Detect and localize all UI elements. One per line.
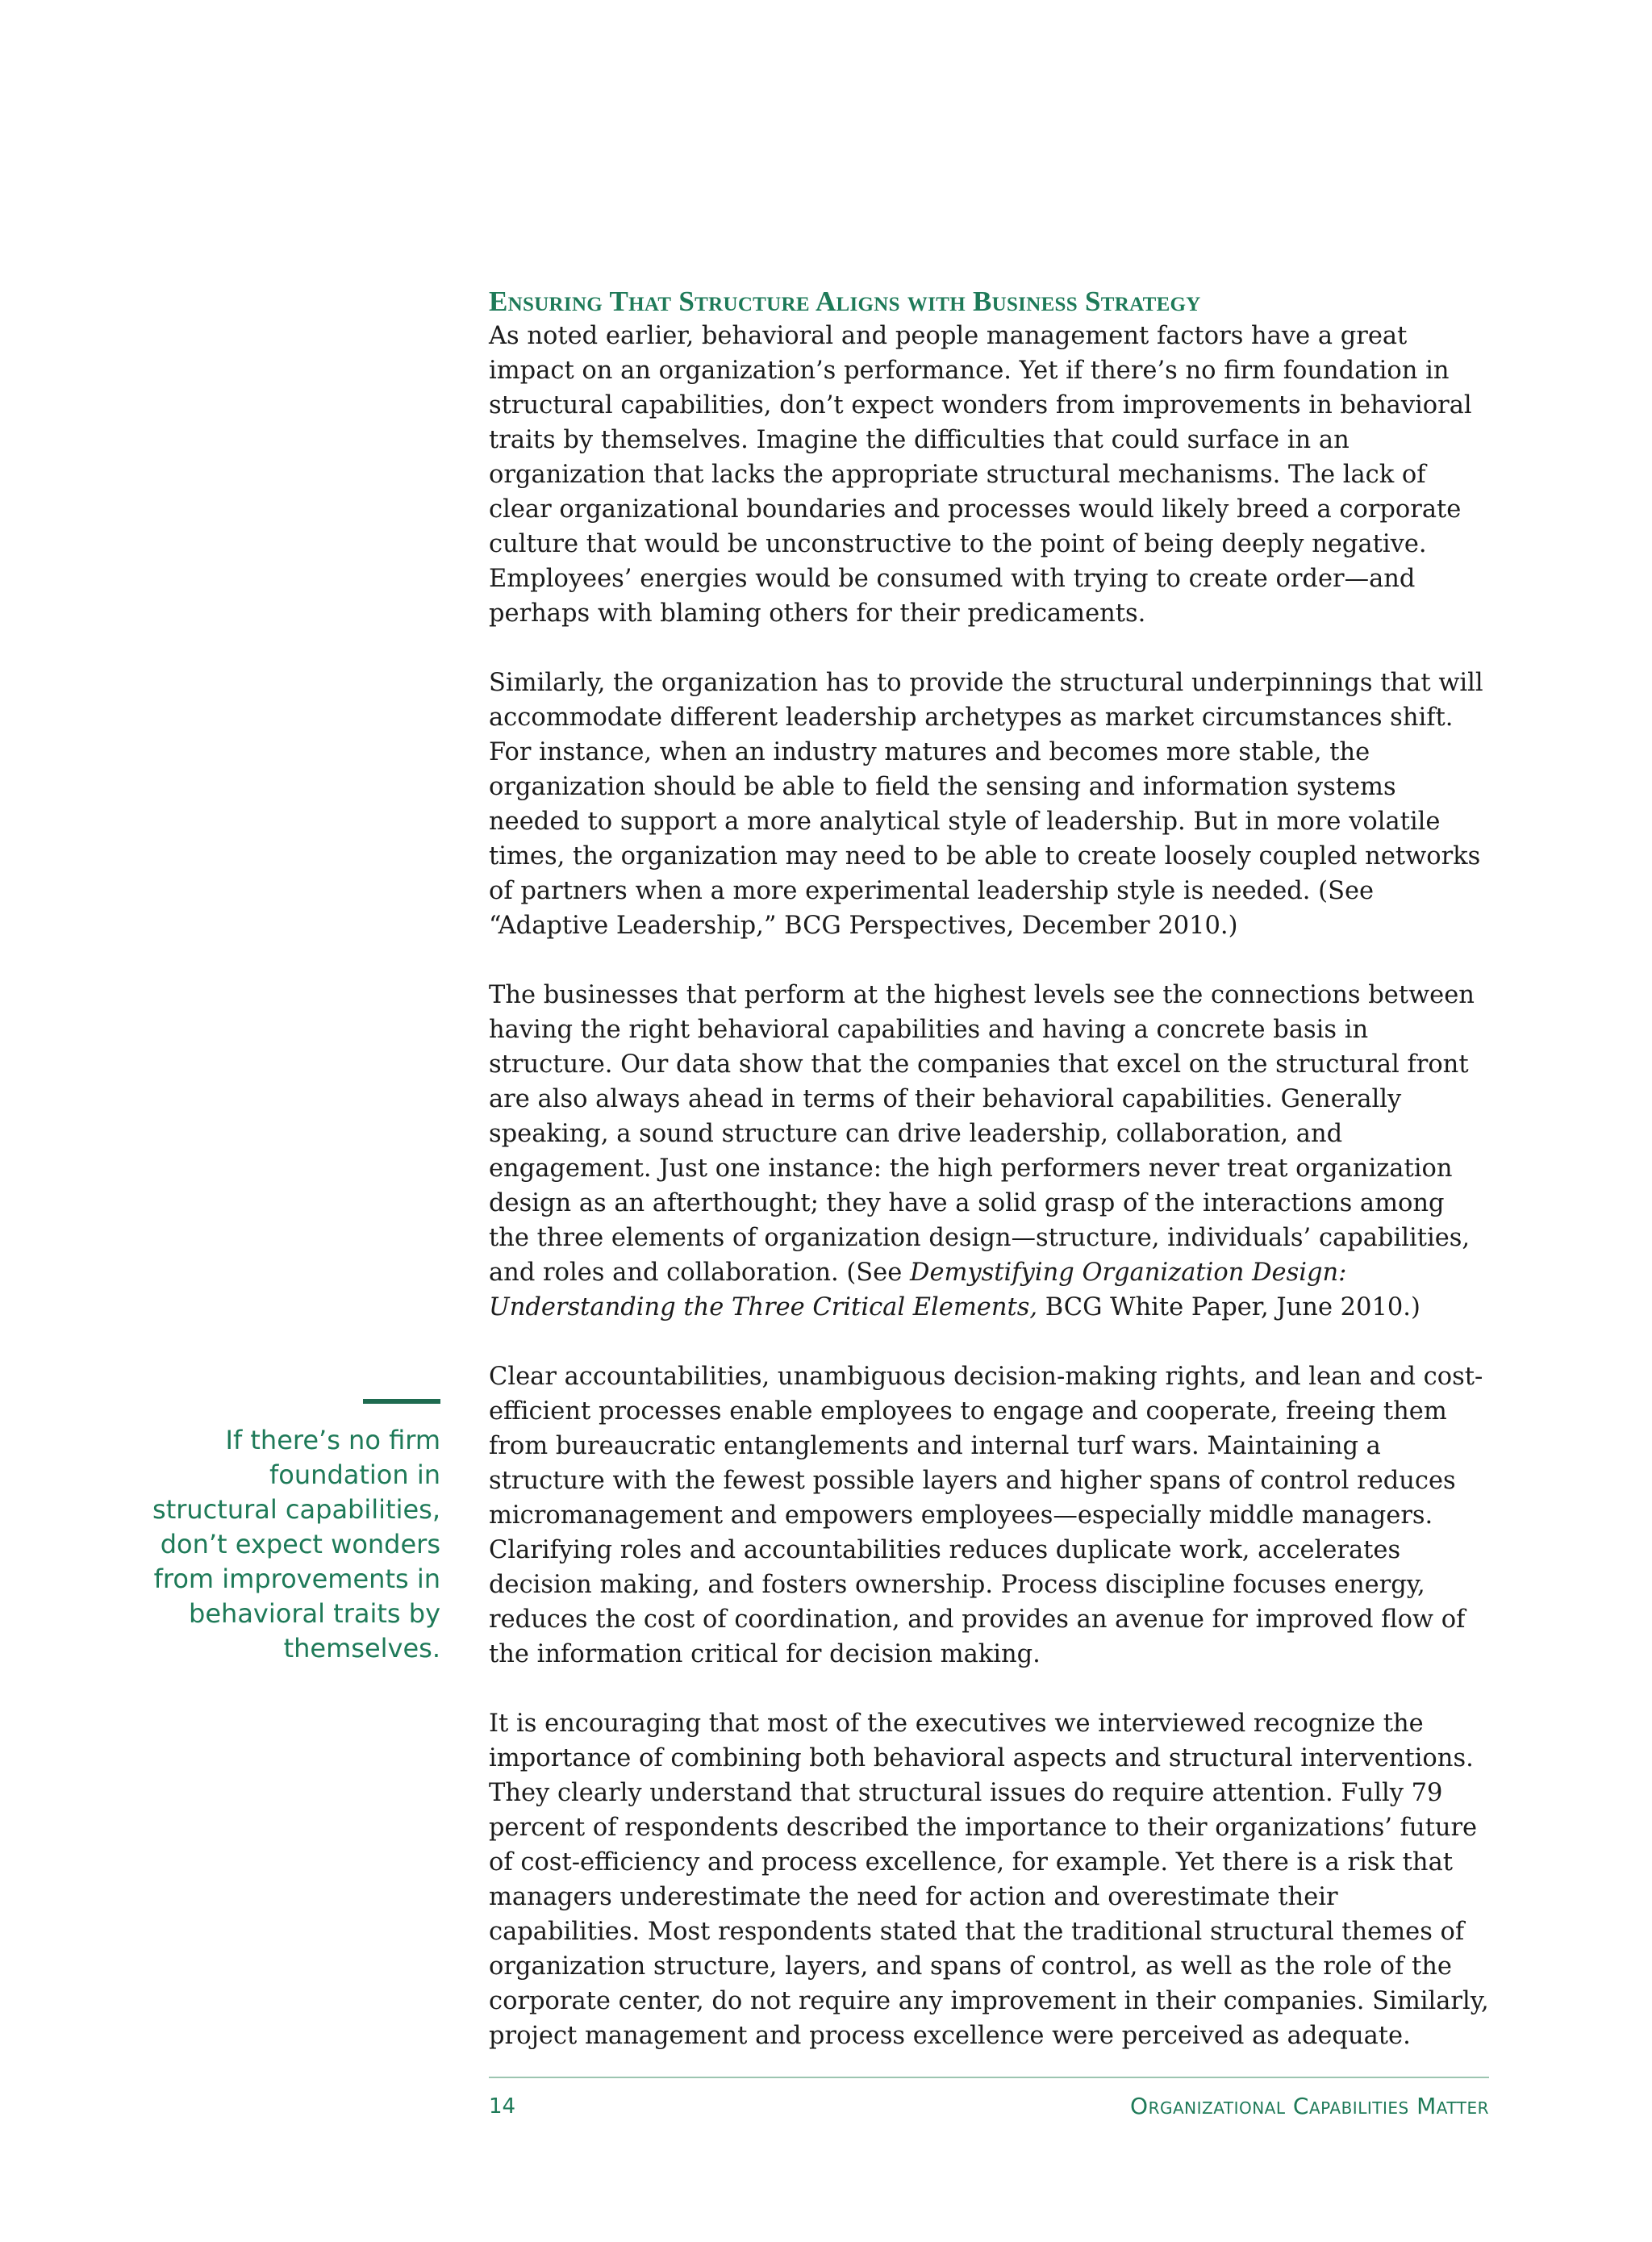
footer-divider [489, 2077, 1489, 2078]
paragraph-3-text-after: BCG White Paper, June 2010.) [1037, 1293, 1420, 1321]
body-paragraph-3 [489, 978, 1489, 1325]
main-column [489, 284, 1489, 2053]
page-number: 14 [489, 2094, 516, 2119]
body-paragraph-4: Clear accountabilities, unambiguous decision-making rights, and lean and cost-efficient processes enable employees to engage and cooperate, freeing them from bureaucratic entanglements and internal turf wars. Maintaining a structure with the fewest possible layers and higher spans of control reduces micromanagement and empowers employees—especially middle managers. Clarifying roles and accountabilities reduces duplicate work, accelerates decision making, and fosters ownership. Process discipline focuses energy, reduces the cost of coordination, and provides an avenue for improved flow of the information critical for decision making. [489, 1363, 1483, 1668]
paragraph-3-text-before: The businesses that perform at the highest levels see the connections between having the right behavioral capabilities and having a concrete basis in structure. Our data show that the companies that excel on the structural front are also always ahead in terms of their behavioral capabilities. Generally speaking, a sound structure can drive leadership, collaboration, and engagement. Just one instance: the high performers never treat organization design as an afterthought; they have a solid grasp of the interactions among the three elements of organization design—structure, individuals’ capabilities, and roles and collaboration. (See [489, 981, 1475, 1287]
body-paragraph-5: It is encouraging that most of the executives we interviewed recognize the importance of combining both behavioral aspects and structural interventions. They clearly understand that structural issues do require attention. Fully 79 percent of respondents described the importance to their organizations’ future of cost-efficiency and process excellence, for example. Yet there is a risk that managers underestimate the need for action and overestimate their capabilities. Most respondents stated that the traditional structural themes of organization structure, layers, and spans of control, as well as the role of the corporate center, do not require any improvement in their companies. Similarly, project management and process excellence were perceived as adequate. [489, 1710, 1489, 2050]
pullquote-text: If there’s no firm foundation in structural capabilities, don’t expect wonders from improvements in behavioral traits by themselves. [152, 1425, 440, 1664]
cited-paper-title: Demystifying Organization Design: Understanding the Three Critical Elements, [489, 1259, 1347, 1321]
footer-publication-title: Organizational Capabilities Matter [1130, 2093, 1489, 2119]
section-heading: Ensuring That Structure Aligns with Business Strategy [489, 286, 1201, 317]
body-paragraph-2: Similarly, the organization has to provide the structural underpinnings that will accommodate different leadership archetypes as market circumstances shift. For instance, when an industry matures and becomes more stable, the organization should be able to field the sensing and information systems needed to support a more analytical style of leadership. But in more volatile times, the organization may need to be able to create loosely coupled networks of partners when a more experimental leadership style is needed. (See “Adaptive Leadership,” BCG Perspectives, December 2010.) [489, 669, 1483, 940]
pullquote [137, 1402, 440, 1666]
body-paragraph-1: As noted earlier, behavioral and people management factors have a great impact on an organization’s performance. Yet if there’s no firm foundation in structural capabilities, don’t expect wonders from improvements in behavioral traits by themselves. Imagine the difficulties that could surface in an organization that lacks the appropriate structural mechanisms. The lack of clear organizational boundaries and processes would likely breed a corporate culture that would be unconstructive to the point of being deeply negative. Employees’ energies would be consumed with trying to create order—and perhaps with blaming others for their predicaments. [489, 322, 1472, 628]
